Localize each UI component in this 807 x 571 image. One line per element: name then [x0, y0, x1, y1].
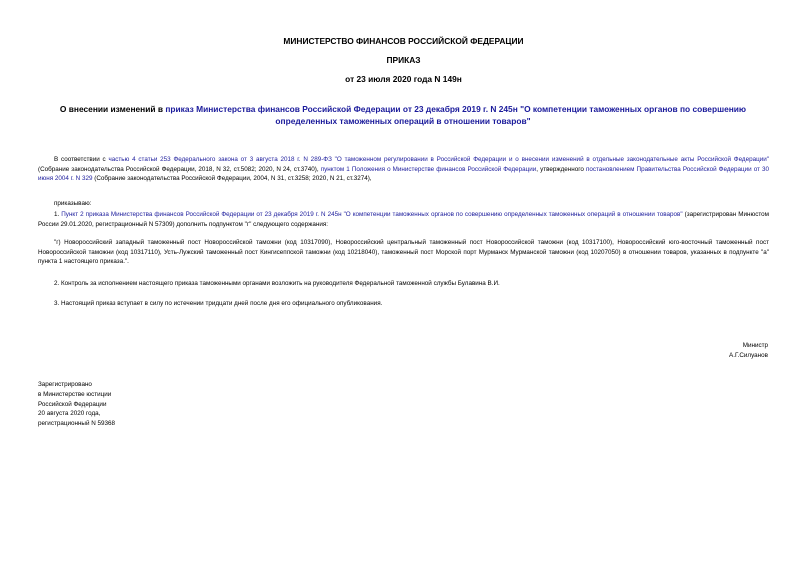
title-order-link[interactable]: приказ Министерства финансов Российской Федерации от 23 декабря 2019 г. N 245н "О компетенции таможенных органов по совершению определенных таможенных операций в отношении товаров": [165, 104, 747, 126]
title-prefix: О внесении изменений в: [59, 104, 166, 114]
registration-line: регистрационный N 59368: [38, 420, 116, 428]
signature-position: Министр: [742, 342, 768, 349]
document-title: [38, 104, 768, 127]
ministry-heading: МИНИСТЕРСТВО ФИНАНСОВ РОССИЙСКОЙ ФЕДЕРАЦИИ: [283, 36, 524, 46]
signature-name: А.Г.Силуанов: [729, 352, 768, 359]
registration-block: [38, 380, 115, 429]
federal-law-link[interactable]: частью 4 статьи 253 Федерального закона от 3 августа 2018 г. N 289-ФЗ "О таможенном регулировании в Российской Федерации и о внесении изменений в отдельные законодательные акты Российской Федерации": [108, 156, 769, 163]
clause-1-text: (зарегистрирован Минюстом России 29.01.2020, регистрационный N 57309) дополнить подпунктом "г" следующего содержания:: [38, 211, 769, 228]
document-type: ПРИКАЗ: [386, 55, 421, 65]
preamble-text-1: В соответствии с: [54, 156, 109, 163]
subclause-g: "г) Новороссийский западный таможенный пост Новороссийской таможни (код 10317090), Новороссийский центральный таможенный пост Новороссийской таможни (код 10317100), Новороссийский юго-восточный таможенный пост Новороссийской таможни (код 10317110), Усть-Лужский таможенный пост Кингисеппской таможни (код 10218040), таможенный пост Морской порт Мурманск Мурманской таможни (код 10207050) в отношении товаров, указанных в подпункте "а" пункта 1 настоящего приказа.".: [38, 239, 769, 266]
document-date-number: от 23 июля 2020 года N 149н: [345, 74, 462, 84]
preamble-paragraph: [38, 155, 769, 184]
ministry-regulation-link[interactable]: пунктом 1 Положения о Министерстве финансов Российской Федерации: [320, 165, 537, 173]
preamble-text-2: (Собрание законодательства Российской Федерации, 2018, N 32, ст.5082; 2020, N 24, ст.3740),: [38, 165, 321, 173]
preamble-text-3: , утвержденного: [536, 165, 586, 173]
clause-3: 3. Настоящий приказ вступает в силу по истечении тридцати дней после дня его официального опубликования.: [54, 300, 383, 307]
amended-order-link[interactable]: Пункт 2 приказа Министерства финансов Российской Федерации от 23 декабря 2019 г. N 245н "О компетенции таможенных органов по совершению определенных таможенных операций в отношении товаров": [61, 211, 683, 218]
registration-line: в Министерстве юстиции: [38, 390, 112, 398]
government-resolution-link[interactable]: постановлением Правительства Российской Федерации от 30 июня 2004 г. N 329: [38, 165, 769, 183]
clause-1-number: 1.: [54, 211, 62, 218]
order-word: приказываю:: [54, 200, 92, 207]
clause-2: 2. Контроль за исполнением настоящего приказа таможенными органами возложить на руководителя Федеральной таможенной службы Булавина В.И.: [54, 280, 500, 287]
registration-line: Российской Федерации: [38, 400, 107, 408]
registration-line: 20 августа 2020 года,: [38, 410, 101, 418]
clause-1: [38, 210, 769, 229]
registration-line: Зарегистрировано: [38, 381, 92, 388]
preamble-text-4: (Собрание законодательства Российской Федерации, 2004, N 31, ст.3258; 2020, N 21, ст.3274),: [92, 175, 372, 183]
